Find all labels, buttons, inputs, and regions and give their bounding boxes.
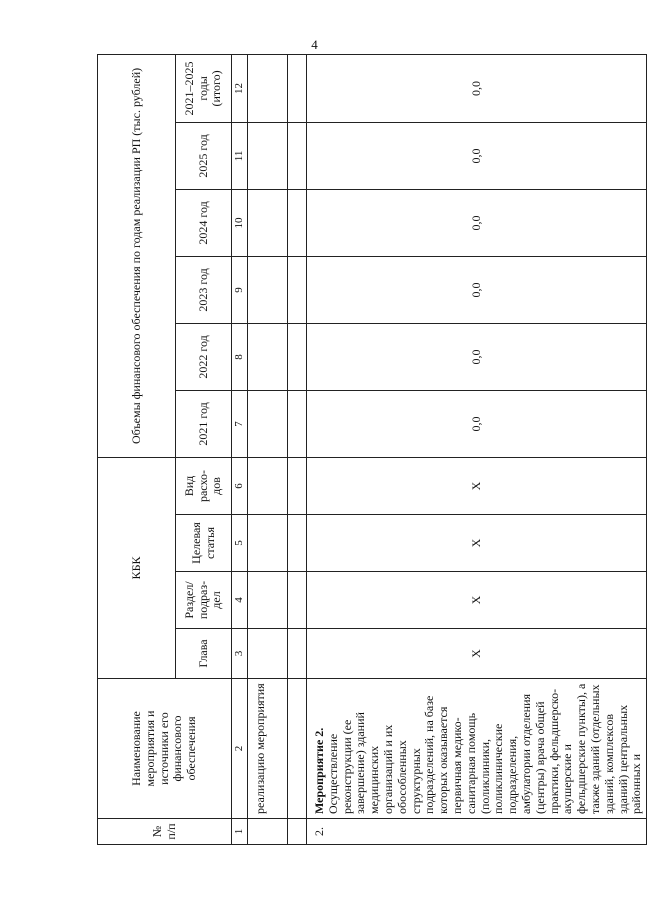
row2-value-2025: 0,0 [307,122,647,189]
page-number: 4 [311,37,318,52]
header-kbk-target: Целевая статья [176,515,232,572]
header-volumes: Объемы финансового обеспечения по годам реализации РП (тыс. рублей) [98,54,176,457]
row-prev-name: реализацию мероприятия [248,679,288,819]
header-year-2022: 2022 год [176,323,232,390]
row2-kbk-target: Х [307,515,647,572]
row2-value-total: 0,0 [307,54,647,122]
header-year-total: 2021–2025 годы (итого) [176,54,232,122]
row2-value-2024: 0,0 [307,189,647,256]
row2-title: Мероприятие 2. [312,727,326,814]
funding-table [97,54,647,845]
row2-kbk-section: Х [307,572,647,629]
row2-value-2023: 0,0 [307,256,647,323]
col-number: 12 [232,54,248,122]
col-number: 3 [232,629,248,679]
row-prev-no [248,819,288,845]
header-kbk-chapter: Глава [176,629,232,679]
col-number: 7 [232,390,248,457]
col-number: 9 [232,256,248,323]
col-number: 1 [232,819,248,845]
header-year-2024: 2024 год [176,189,232,256]
row2-no: 2. [307,819,647,845]
header-kbk: КБК [98,457,176,678]
header-year-2021: 2021 год [176,390,232,457]
row2-name [307,679,647,819]
col-number: 6 [232,457,248,514]
header-no: № п/п [98,819,232,845]
col-number: 11 [232,122,248,189]
col-number: 4 [232,572,248,629]
header-year-2023: 2023 год [176,256,232,323]
row2-text: Осуществление реконструкции (ее завершение) зданий медицинских организаций и их обособленных структурных подразделений, на базе которых оказывается первичная медико-санитарная помощь (поликлиники, поликлинические подразделения, амбулатории отделения (центры) врача общей практики, фельдшерско-акушерские и фельдшерские пункты), а также зданий (отдельных зданий, комплексов зданий) центральных районных и [325,683,644,814]
col-number: 5 [232,515,248,572]
row2-kbk-type: Х [307,457,647,514]
row2-value-2022: 0,0 [307,323,647,390]
header-kbk-type: Вид расхо- дов [176,457,232,514]
row2-value-2021: 0,0 [307,390,647,457]
header-kbk-section: Раздел/ подраз- дел [176,572,232,629]
header-year-2025: 2025 год [176,122,232,189]
rotated-table-wrapper [97,55,644,845]
col-number: 10 [232,189,248,256]
col-number: 2 [232,679,248,819]
col-number: 8 [232,323,248,390]
header-name: Наименование мероприятия и источники его финансового обеспечения [98,679,232,819]
row2-kbk-chapter: Х [307,629,647,679]
